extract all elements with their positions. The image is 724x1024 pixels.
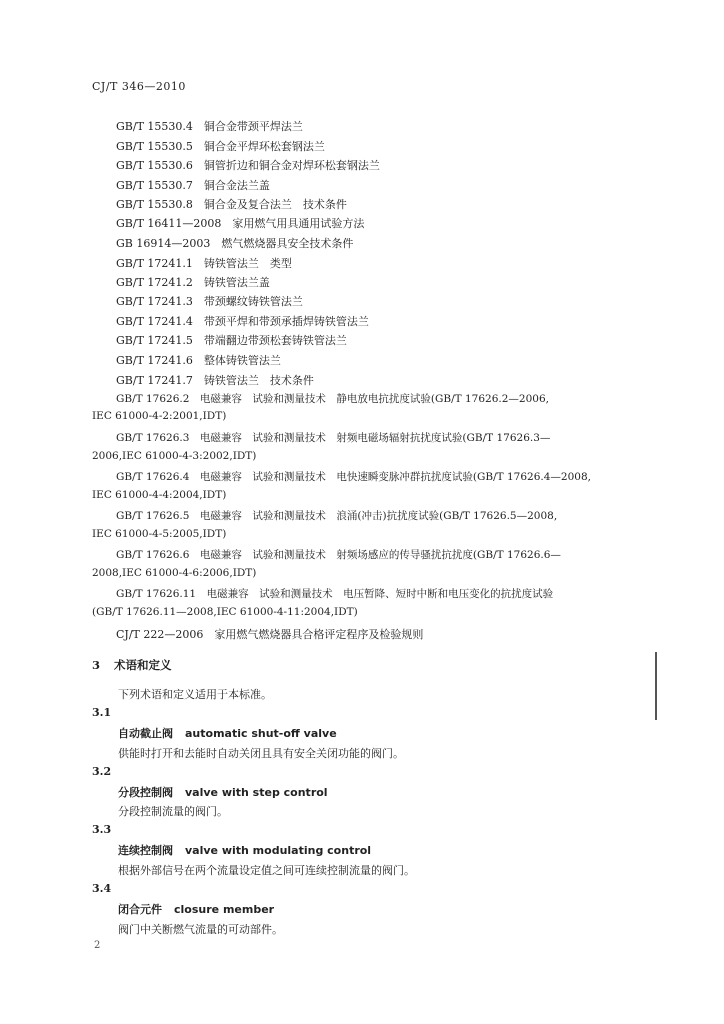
long-ref-line2: 2008,IEC 61000-4-6:2006,IDT): [92, 567, 257, 579]
term-en: valve with modulating control: [185, 844, 372, 857]
ref-line: [116, 235, 353, 251]
section-intro: 下列术语和定义适用于本标准。: [118, 688, 272, 701]
ref-code: GB/T 17241.5: [116, 334, 193, 347]
section-number: 3: [92, 658, 101, 672]
ref-code: GB/T 15530.6: [116, 159, 193, 172]
ref-title: 铸铁管法兰 类型: [203, 257, 292, 270]
ref-code: GB/T 15530.4: [116, 120, 193, 133]
term-number: 3.3: [92, 823, 112, 836]
ref-code: GB/T 15530.7: [116, 179, 193, 192]
ref-line: [116, 313, 369, 329]
term-en: automatic shut-off valve: [185, 727, 337, 740]
long-ref-line2: 2006,IEC 61000-4-3:2002,IDT): [92, 450, 257, 462]
term-heading: [118, 842, 371, 858]
ref-line: [116, 255, 292, 271]
ref-line: [116, 215, 364, 231]
ref-title: 铜合金带颈平焊法兰: [203, 120, 303, 133]
term-heading: [118, 784, 328, 800]
ref-title: 铜合金法兰盖: [203, 179, 270, 192]
long-ref-line1: GB/T 17626.11 电磁兼容 试验和测量技术 电压暂降、短时中断和电压变化的抗扰度试验: [116, 588, 554, 600]
ref-code: GB/T 17241.7: [116, 374, 193, 387]
term-definition: 分段控制流量的阀门。: [118, 805, 228, 818]
ref-title: 带端翻边带颈松套铸铁管法兰: [203, 334, 347, 347]
margin-change-bar: [655, 652, 657, 720]
long-ref-line1: GB/T 17626.2 电磁兼容 试验和测量技术 静电放电抗扰度试验(GB/T 17626.2—2006,: [116, 393, 549, 405]
ref-code: GB 16914—2003: [116, 237, 211, 250]
ref-code: GB/T 17241.6: [116, 354, 193, 367]
ref-line: CJ/T 222—2006 家用燃气燃烧器具合格评定程序及检验规则: [116, 628, 424, 641]
ref-title: 铜合金及复合法兰 技术条件: [203, 198, 347, 211]
long-ref-line1: GB/T 17626.4 电磁兼容 试验和测量技术 电快速瞬变脉冲群抗扰度试验(GB/T 17626.4—2008,: [116, 471, 591, 483]
term-en: valve with step control: [185, 786, 328, 799]
long-ref-line1: GB/T 17626.3 电磁兼容 试验和测量技术 射频电磁场辐射抗扰度试验(GB/T 17626.3—: [116, 432, 551, 444]
ref-line: [116, 177, 270, 193]
ref-title: 整体铸铁管法兰: [203, 354, 281, 367]
term-zh: 自动截止阀: [118, 727, 173, 740]
ref-code: GB/T 16411—2008: [116, 217, 222, 230]
section-title: 术语和定义: [114, 658, 172, 672]
ref-line: [116, 274, 270, 290]
long-ref-line1: GB/T 17626.5 电磁兼容 试验和测量技术 浪涌(冲击)抗扰度试验(GB/T 17626.5—2008,: [116, 510, 558, 522]
term-definition: 供能时打开和去能时自动关闭且具有安全关闭功能的阀门。: [118, 747, 404, 760]
ref-title: 燃气燃烧器具安全技术条件: [221, 237, 354, 250]
ref-code: GB/T 15530.8: [116, 198, 193, 211]
long-ref-line2: (GB/T 17626.11—2008,IEC 61000-4-11:2004,IDT): [92, 606, 358, 618]
term-heading: [118, 725, 337, 741]
long-ref-line2: IEC 61000-4-5:2005,IDT): [92, 528, 227, 540]
term-zh: 连续控制阀: [118, 844, 173, 857]
document-header: CJ/T 346—2010: [92, 80, 186, 93]
ref-line: [116, 372, 314, 388]
ref-line: [116, 157, 380, 173]
ref-line: [116, 138, 325, 154]
ref-line: [116, 293, 303, 309]
ref-line: [116, 196, 347, 212]
term-definition: 根据外部信号在两个流量设定值之间可连续控制流量的阀门。: [118, 864, 415, 877]
ref-title: 铸铁管法兰 技术条件: [203, 374, 314, 387]
ref-code: GB/T 17241.3: [116, 295, 193, 308]
ref-title: 铜管折边和铜合金对焊环松套钢法兰: [203, 159, 380, 172]
term-zh: 闭合元件: [118, 903, 162, 916]
long-ref-line1: GB/T 17626.6 电磁兼容 试验和测量技术 射频场感应的传导骚扰抗扰度(GB/T 17626.6—: [116, 549, 561, 561]
ref-line: [116, 332, 347, 348]
ref-code: GB/T 17241.2: [116, 276, 193, 289]
term-number: 3.2: [92, 765, 112, 778]
ref-code: GB/T 15530.5: [116, 140, 193, 153]
long-ref-line2: IEC 61000-4-2:2001,IDT): [92, 410, 227, 422]
term-en: closure member: [174, 903, 275, 916]
page-number: 2: [94, 940, 101, 951]
ref-title: 铜合金平焊环松套钢法兰: [203, 140, 325, 153]
ref-code: GB/T 17241.4: [116, 315, 193, 328]
ref-title: 带颈平焊和带颈承插焊铸铁管法兰: [203, 315, 369, 328]
ref-title: 家用燃气用具通用试验方法: [232, 217, 365, 230]
ref-line: [116, 118, 303, 134]
term-number: 3.1: [92, 706, 112, 719]
ref-line: [116, 352, 281, 368]
section-heading: [92, 657, 172, 673]
ref-title: 铸铁管法兰盖: [203, 276, 270, 289]
long-ref-line2: IEC 61000-4-4:2004,IDT): [92, 489, 227, 501]
term-number: 3.4: [92, 882, 112, 895]
ref-code: GB/T 17241.1: [116, 257, 193, 270]
term-definition: 阀门中关断燃气流量的可动部件。: [118, 923, 283, 936]
term-heading: [118, 901, 274, 917]
ref-title: 带颈螺纹铸铁管法兰: [203, 295, 303, 308]
term-zh: 分段控制阀: [118, 786, 173, 799]
